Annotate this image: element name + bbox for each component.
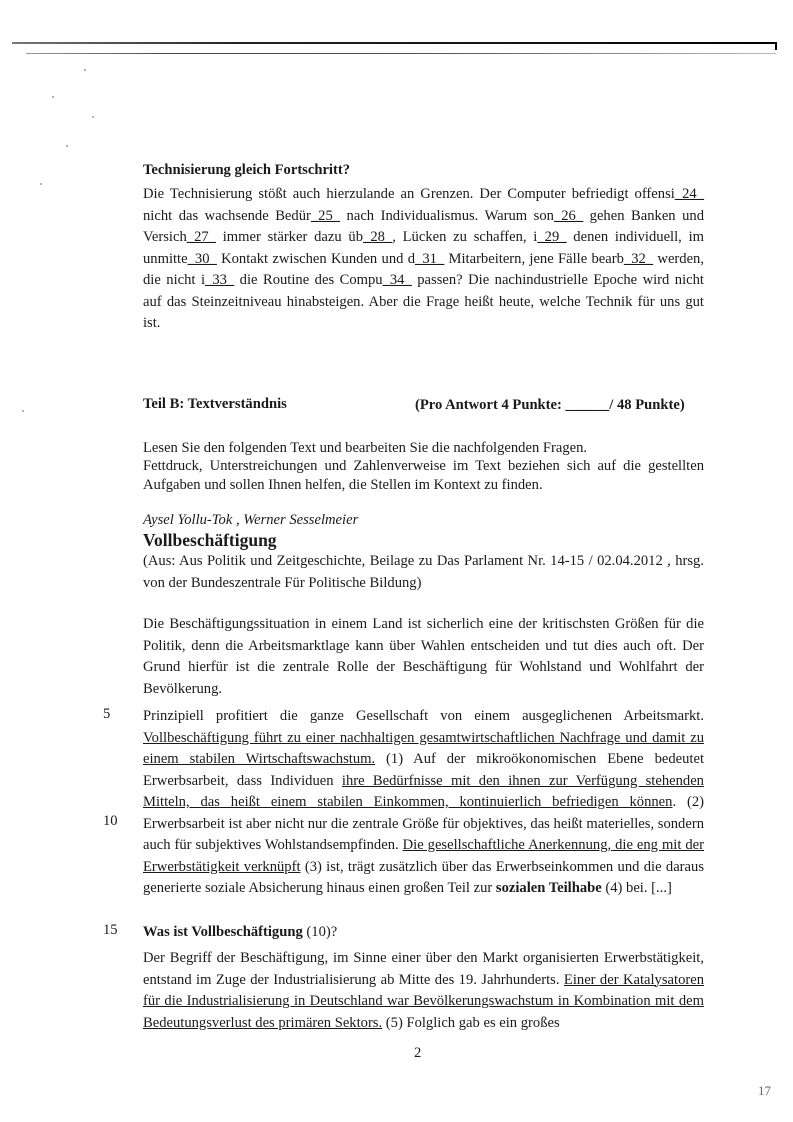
instructions-line-2: Fettdruck, Unterstreichungen und Zahlenverweise im Text beziehen sich auf die gestellten Aufgaben und sollen Ihnen helfen, die Stellen im Kontext zu finden.: [143, 458, 704, 493]
line-number: 5: [103, 706, 111, 722]
article-paragraph-2: [143, 706, 704, 900]
cloze-gap: _24_: [674, 186, 704, 202]
text-run: nach Individualismus. Warum son: [340, 207, 554, 224]
top-border-rule: [12, 42, 777, 44]
section-a-heading: Technisierung gleich Fortschritt?: [143, 162, 350, 178]
article-source: (Aus: Aus Politik und Zeitgeschichte, Beilage zu Das Parlament Nr. 14-15 / 02.04.2012 , hrsg. von der Bundeszentrale Für Politische Bildung): [143, 553, 704, 591]
text-run: denen individuell, im unmitte: [143, 229, 704, 267]
line-number: 15: [103, 922, 118, 938]
scan-speck: [84, 69, 86, 71]
text-run: Prinzipiell profitiert die ganze Gesellschaft von einem ausgeglichenen Arbeitsmarkt.: [143, 708, 704, 724]
text-run: Der Begriff der Beschäftigung, im Sinne einer über den Markt organisierten Erwerbstätigkeit, entstand im Zuge der Industrialisierung ab Mitte des 19. Jahrhunderts.: [143, 950, 704, 988]
text-run: Kontakt zwischen Kunden und d: [216, 250, 416, 267]
subheading-bold: Was ist Vollbeschäftigung: [143, 924, 303, 940]
cloze-paragraph: [143, 184, 704, 335]
scan-speck: [66, 145, 68, 147]
scan-speck: [22, 410, 24, 412]
article-paragraph-1: Die Beschäftigungssituation in einem Land ist sicherlich eine der kritischsten Größen für die Politik, denn die Arbeitsmarktlage kann über Wahlen entscheiden und tut dies auch oft. Der Grund hierfür ist die zentrale Rolle der Beschäftigung für Wohlstand und Wohlfahrt der Bevölkerung.: [143, 616, 704, 697]
text-run: (5) Folglich gab es ein großes: [382, 1014, 560, 1031]
scan-speck: [40, 183, 42, 185]
text-run: Die Technisierung stößt auch hierzulande an Grenzen. Der Computer befriedigt offensi: [143, 186, 675, 202]
points-label: (Pro Antwort 4 Punkte: ______/ 48 Punkte): [415, 397, 685, 413]
cloze-gap: _32_: [623, 250, 654, 267]
text-run: werden, die nicht i: [143, 250, 704, 288]
scan-speck: [92, 116, 94, 118]
cloze-gap: _31_: [415, 250, 445, 267]
page-number: 2: [414, 1045, 422, 1061]
instructions-line-1: Lesen Sie den folgenden Text und bearbeiten Sie die nachfolgenden Fragen.: [143, 440, 588, 456]
underlined-passage: Einer der Katalysatoren für die Industrialisierung in Deutschland war Bevölkerungswachstum in Kombination mit dem Bedeutungsverlust des primären Sektors.: [143, 971, 705, 1031]
header-rule: [26, 53, 776, 54]
article-subheading: [143, 922, 704, 944]
subheading-ref: (10)?: [302, 924, 338, 940]
text-run: immer stärker dazu üb: [215, 229, 364, 245]
line-number: 10: [103, 813, 118, 829]
text-run: , Lücken zu schaffen, i: [392, 229, 538, 245]
bold-term: sozialen Teilhabe: [495, 880, 602, 896]
cloze-gap: _25_: [310, 207, 341, 224]
cloze-gap: _26_: [553, 207, 584, 224]
cloze-gap: _34_: [382, 272, 412, 288]
cloze-gap: _27_: [186, 229, 216, 245]
article-authors: Aysel Yollu-Tok , Werner Sesselmeier: [143, 512, 359, 528]
article-paragraph-3: [143, 948, 704, 1034]
text-run: (3) ist, trägt zusätzlich über das Erwerbseinkommen und die daraus generierte soziale Absicherung hinaus einen großen Teil zur: [143, 858, 704, 896]
text-run: nicht das wachsende Bedür: [143, 207, 311, 224]
text-run: . (2) Erwerbsarbeit ist aber nicht nur die zentrale Größe für objektives, das heißt materielles, sondern auch für subjektives Wohlstandsempfinden.: [143, 794, 704, 853]
corner-page-number: 17: [758, 1083, 771, 1098]
text-run: gehen Banken und Versich: [143, 207, 704, 245]
text-run: (1) Auf der mikroökonomischen Ebene bedeutet Erwerbsarbeit, dass Individuen: [143, 751, 704, 789]
underlined-passage: ihre Bedürfnisse mit den ihnen zur Verfügung stehenden Mitteln, das heißt einem stabilen Einkommen, kontinuierlich befriedigen können: [143, 772, 704, 810]
cloze-gap: _29_: [537, 229, 567, 245]
underlined-passage: Die gesellschaftliche Anerkennung, die eng mit der Erwerbstätigkeit verknüpft: [143, 837, 704, 875]
article-title: Vollbeschäftigung: [143, 530, 277, 550]
cloze-gap: _30_: [187, 250, 217, 267]
cloze-gap: _33_: [205, 272, 235, 288]
text-run: (4) bei. [...]: [601, 880, 672, 896]
underlined-passage: Vollbeschäftigung führt zu einer nachhaltigen gesamtwirtschaftlichen Nachfrage und damit zu einem stabilen Wirtschaftswachstum.: [143, 729, 704, 767]
text-run: die Routine des Compu: [234, 272, 383, 288]
scan-speck: [52, 96, 54, 98]
text-run: Mitarbeitern, jene Fälle bearb: [444, 250, 624, 267]
text-run: passen? Die nachindustrielle Epoche wird nicht auf das Steinzeitniveau hinabsteigen. Aber die Frage heißt heute, welche Technik für uns gut ist.: [143, 272, 704, 331]
section-b-heading: Teil B: Textverständnis: [143, 396, 287, 412]
cloze-gap: _28_: [363, 229, 393, 245]
